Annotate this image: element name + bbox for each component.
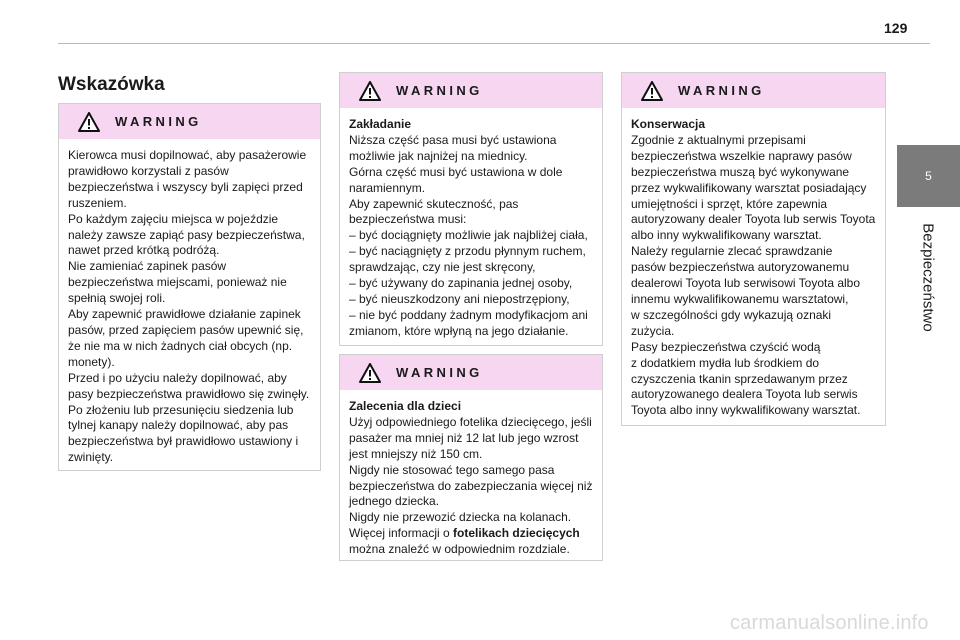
section-title: Wskazówka <box>58 74 165 95</box>
warning-line: możliwie jak najniżej na miednicy. <box>349 148 528 163</box>
warning-line: Nigdy nie stosować tego samego pasa <box>349 462 555 477</box>
warning-title: WARNING <box>396 365 483 380</box>
warning-line: bezpieczeństwa i wszyscy byli zapięci przed <box>68 179 303 194</box>
warning-line: należy zawsze zapiąć pasy bezpieczeństwa, <box>68 227 305 242</box>
warning-line: można znaleźć w odpowiednim rozdziale. <box>349 542 570 557</box>
warning-line: monety). <box>68 354 115 369</box>
warning-line: zmianom, które wpłyną na jego działanie. <box>349 323 569 338</box>
warning-line: Po każdym zajęciu miejsca w pojeździe <box>68 211 279 226</box>
warning-line: Kierowca musi dopilnować, aby pasażerowie <box>68 148 307 162</box>
chapter-number: 5 <box>925 169 932 183</box>
warning-line: Toyota albo inny wykwalifikowany warsztat. <box>631 403 861 418</box>
warning-header <box>340 73 602 108</box>
warning-line: pasów, przed zapięciem pasów upewnić się, <box>68 322 304 337</box>
header-divider <box>58 43 930 44</box>
chapter-label <box>897 210 960 345</box>
chapter-tab[interactable] <box>897 145 960 207</box>
warning-line: bezpieczeństwa musi: <box>349 212 467 227</box>
warning-line-reference <box>349 526 594 542</box>
warning-line: czyszczenia tkanin sprzedawanym przez <box>631 371 848 386</box>
warning-line: – być dociągnięty możliwie jak najbliżej ciała, <box>349 228 588 243</box>
warning-line: bezpieczeństwa wszelkie naprawy pasów <box>631 148 852 163</box>
warning-triangle-icon <box>78 112 100 132</box>
warning-line: sprawdzając, czy nie jest skręcony, <box>349 260 536 275</box>
warning-header <box>59 104 320 139</box>
warning-line: Użyj odpowiedniego fotelika dziecięcego, jeśli <box>349 414 592 429</box>
warning-line: tylnej kanapy należy dopilnować, aby pas <box>68 418 289 433</box>
warning-line: Przed i po użyciu należy dopilnować, aby <box>68 370 287 385</box>
warning-line: pasażer ma mniej niż 12 lat lub jego wzrost <box>349 430 579 445</box>
warning-line: – być używany do zapinania jednej osoby, <box>349 276 573 291</box>
warning-line: Niższa część pasa musi być ustawiona <box>349 132 557 147</box>
warning-heading: Zakładanie <box>349 117 412 131</box>
warning-line: że nie ma w nich żadnych ciał obcych (np. <box>68 338 293 353</box>
warning-line: bezpieczeństwa miejscami, ponieważ nie <box>68 275 287 290</box>
warning-line: – nie być poddany żadnym modyfikacjom ani <box>349 307 588 322</box>
warning-line: bezpieczeństwa był prawidłowo ustawiony i <box>68 434 299 449</box>
warning-title: WARNING <box>115 114 202 129</box>
warning-line: Po złożeniu lub przesunięciu siedzenia lub <box>68 402 294 417</box>
warning-title: WARNING <box>678 83 765 98</box>
warning-heading: Zalecenia dla dzieci <box>349 399 462 413</box>
warning-line: Aby zapewnić skuteczność, pas <box>349 196 519 211</box>
warning-line: – być nieuszkodzony ani niepostrzępiony, <box>349 291 570 306</box>
warning-line: prawidłowo korzystali z pasów <box>68 163 229 178</box>
warning-box-usage <box>58 103 321 471</box>
warning-line: Pasy bezpieczeństwa czyścić wodą <box>631 339 821 354</box>
warning-triangle-icon <box>359 81 381 101</box>
warning-line: ruszeniem. <box>68 195 127 210</box>
warning-body <box>340 108 602 348</box>
warning-line: jednego dziecka. <box>349 494 440 509</box>
warning-triangle-icon <box>359 363 381 383</box>
reference-text: Więcej informacji o <box>349 526 454 541</box>
warning-line: przez wykwalifikowany warsztat posiadający <box>631 180 867 195</box>
warning-line: Nie zamieniać zapinek pasów <box>68 259 227 274</box>
warning-line: Aby zapewnić prawidłowe działanie zapinek <box>68 307 301 322</box>
warning-line: Nigdy nie przewozić dziecka na kolanach. <box>349 510 572 525</box>
warning-line: umiejętności i sprzęt, które zapewnia <box>631 196 828 211</box>
warning-line: spełnią swojej roli. <box>68 291 166 306</box>
watermark: carmanualsonline.info <box>730 612 929 634</box>
warning-header <box>622 73 885 108</box>
page-number: 129 <box>884 20 908 36</box>
warning-line: nawet przed krótką podróżą. <box>68 243 220 258</box>
warning-line: w szczególności gdy wykazują oznaki <box>631 307 832 322</box>
reference-link-text: fotelikach dziecięcych <box>453 526 580 541</box>
warning-triangle-icon <box>641 81 663 101</box>
warning-line: bezpieczeństwa do zabezpieczania więcej niż <box>349 478 593 493</box>
warning-heading: Konserwacja <box>631 117 706 131</box>
warning-line: z dodatkiem mydła lub środkiem do <box>631 355 820 370</box>
chapter-label-text: Bezpieczeństwo <box>920 223 937 332</box>
warning-line: Zgodnie z aktualnymi przepisami <box>631 132 806 147</box>
warning-line: jest mniejszy niż 150 cm. <box>349 446 483 461</box>
warning-line: Górna część musi być ustawiona w dole <box>349 164 563 179</box>
warning-line: dealerowi Toyota lub serwisowi Toyota albo <box>631 276 861 291</box>
warning-header <box>340 355 602 390</box>
warning-line: innemu wykwalifikowanemu warsztatowi, <box>631 291 849 306</box>
warning-box-maintenance <box>621 72 886 426</box>
warning-body <box>622 108 885 427</box>
warning-line: autoryzowanego dealera Toyota lub serwis <box>631 387 858 402</box>
warning-body <box>59 139 320 474</box>
warning-line: pasy bezpieczeństwa prawidłowo się zwinęły. <box>68 386 310 401</box>
warning-line: naramiennym. <box>349 180 426 195</box>
warning-line: albo inny wykwalifikowany warsztat. <box>631 228 822 243</box>
warning-line: autoryzowany dealer Toyota lub serwis Toyota <box>631 212 876 227</box>
warning-line: – być naciągnięty z przodu płynnym ruchem, <box>349 244 586 259</box>
warning-line: Należy regularnie zlecać sprawdzanie <box>631 244 833 259</box>
warning-line: pasów bezpieczeństwa autoryzowanemu <box>631 260 850 275</box>
warning-body <box>340 390 602 566</box>
warning-box-fastening <box>339 72 603 346</box>
warning-box-children <box>339 354 603 561</box>
warning-line: zwinięty. <box>68 450 114 465</box>
warning-title: WARNING <box>396 83 483 98</box>
warning-line: bezpieczeństwa muszą być wykonywane <box>631 164 850 179</box>
warning-line: zużycia. <box>631 323 675 338</box>
